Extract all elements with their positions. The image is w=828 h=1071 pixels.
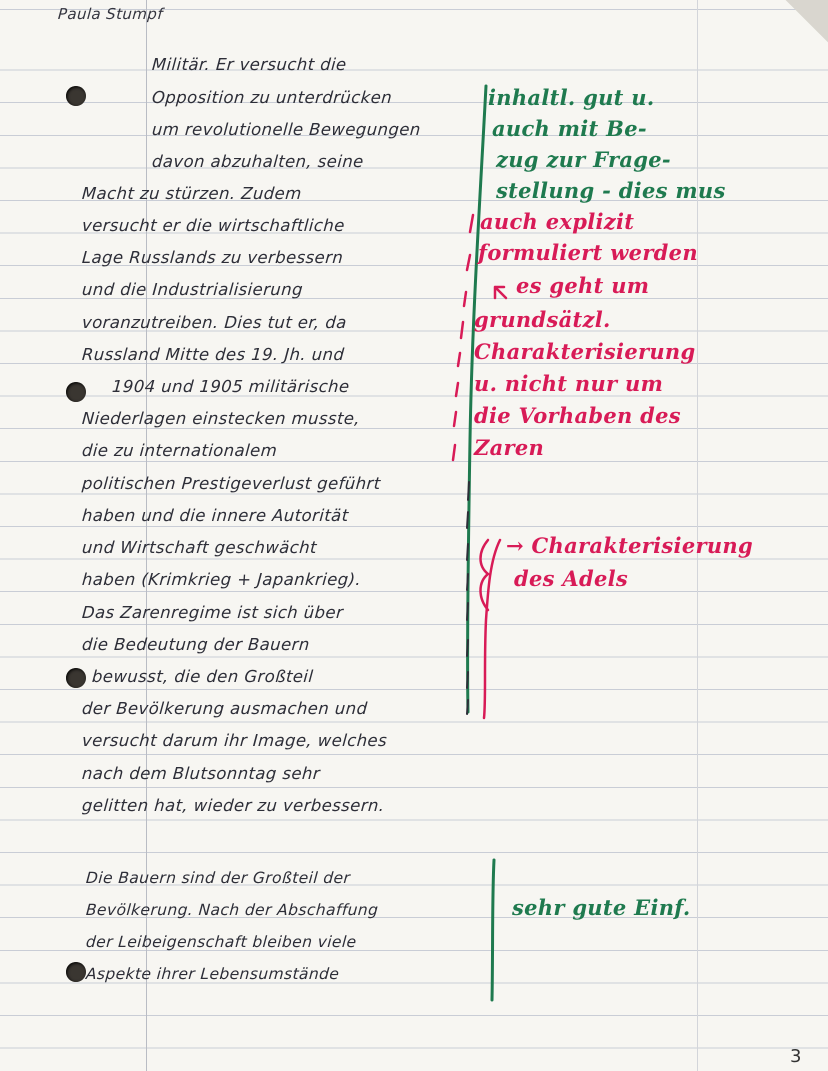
essay-line: Militär. Er versucht die	[151, 55, 348, 74]
essay-line: und die Industrialisierung	[81, 280, 304, 299]
essay-line: Lage Russlands zu verbessern	[81, 248, 344, 267]
essay-line: Niederlagen einstecken musste,	[81, 409, 361, 428]
author-name: Paula Stumpf	[57, 5, 164, 23]
essay-line: haben und die innere Autorität	[81, 506, 350, 525]
teacher-comment-green: sehr gute Einf.	[512, 895, 691, 920]
essay-line: versucht darum ihr Image, welches	[81, 731, 388, 750]
essay-line: davon abzuhalten, seine	[151, 152, 365, 171]
essay-line: haben (Krimkrieg + Japankrieg).	[81, 570, 362, 589]
essay-line: nach dem Blutsonntag sehr	[81, 764, 321, 783]
teacher-comment-green: inhaltl. gut u.	[488, 85, 655, 110]
teacher-comment-green: zug zur Frage-	[496, 147, 671, 172]
essay-line: Opposition zu unterdrücken	[151, 88, 393, 107]
teacher-comment-pink: des Adels	[514, 566, 629, 591]
page-number: 3	[790, 1046, 802, 1067]
teacher-comment-green: stellung - dies mus	[496, 178, 726, 203]
teacher-comment-pink: Charakterisierung	[474, 339, 696, 364]
essay-line: um revolutionelle Bewegungen	[151, 120, 422, 139]
essay-line: der Leibeigenschaft bleiben viele	[85, 933, 358, 951]
teacher-comment-pink: es geht um	[516, 273, 650, 298]
essay-line: die zu internationalem	[81, 441, 278, 460]
essay-line: Das Zarenregime ist sich über	[81, 603, 344, 622]
teacher-comment-pink: u. nicht nur um	[474, 371, 664, 396]
teacher-comment-pink: auch explizit	[480, 209, 635, 234]
essay-line: politischen Prestigeverlust geführt	[81, 474, 382, 493]
teacher-comment-pink: die Vorhaben des	[474, 403, 681, 428]
teacher-comment-pink: grundsätzl.	[474, 307, 611, 332]
essay-line: die Bedeutung der Bauern	[81, 635, 311, 654]
teacher-comment-pink: Zaren	[474, 435, 545, 460]
essay-line: Die Bauern sind der Großteil der	[85, 869, 351, 887]
essay-line: Bevölkerung. Nach der Abschaffung	[85, 901, 379, 919]
essay-line: der Bevölkerung ausmachen und	[81, 699, 369, 718]
teacher-comment-pink: formuliert werden	[478, 240, 698, 265]
essay-line: Aspekte ihrer Lebensumstände	[85, 965, 340, 983]
essay-line: voranzutreiben. Dies tut er, da	[81, 313, 348, 332]
essay-line: gelitten hat, wieder zu verbessern.	[81, 796, 386, 815]
essay-line: Russland Mitte des 19. Jh. und	[81, 345, 345, 364]
essay-line: bewusst, die den Großteil	[91, 667, 315, 686]
essay-line: versucht er die wirtschaftliche	[81, 216, 346, 235]
essay-line: Macht zu stürzen. Zudem	[81, 184, 303, 203]
essay-line: 1904 und 1905 militärische	[111, 377, 351, 396]
essay-line: und Wirtschaft geschwächt	[81, 538, 318, 557]
teacher-comment-green: auch mit Be-	[492, 116, 647, 141]
teacher-comment-pink: → Charakterisierung	[506, 533, 753, 558]
